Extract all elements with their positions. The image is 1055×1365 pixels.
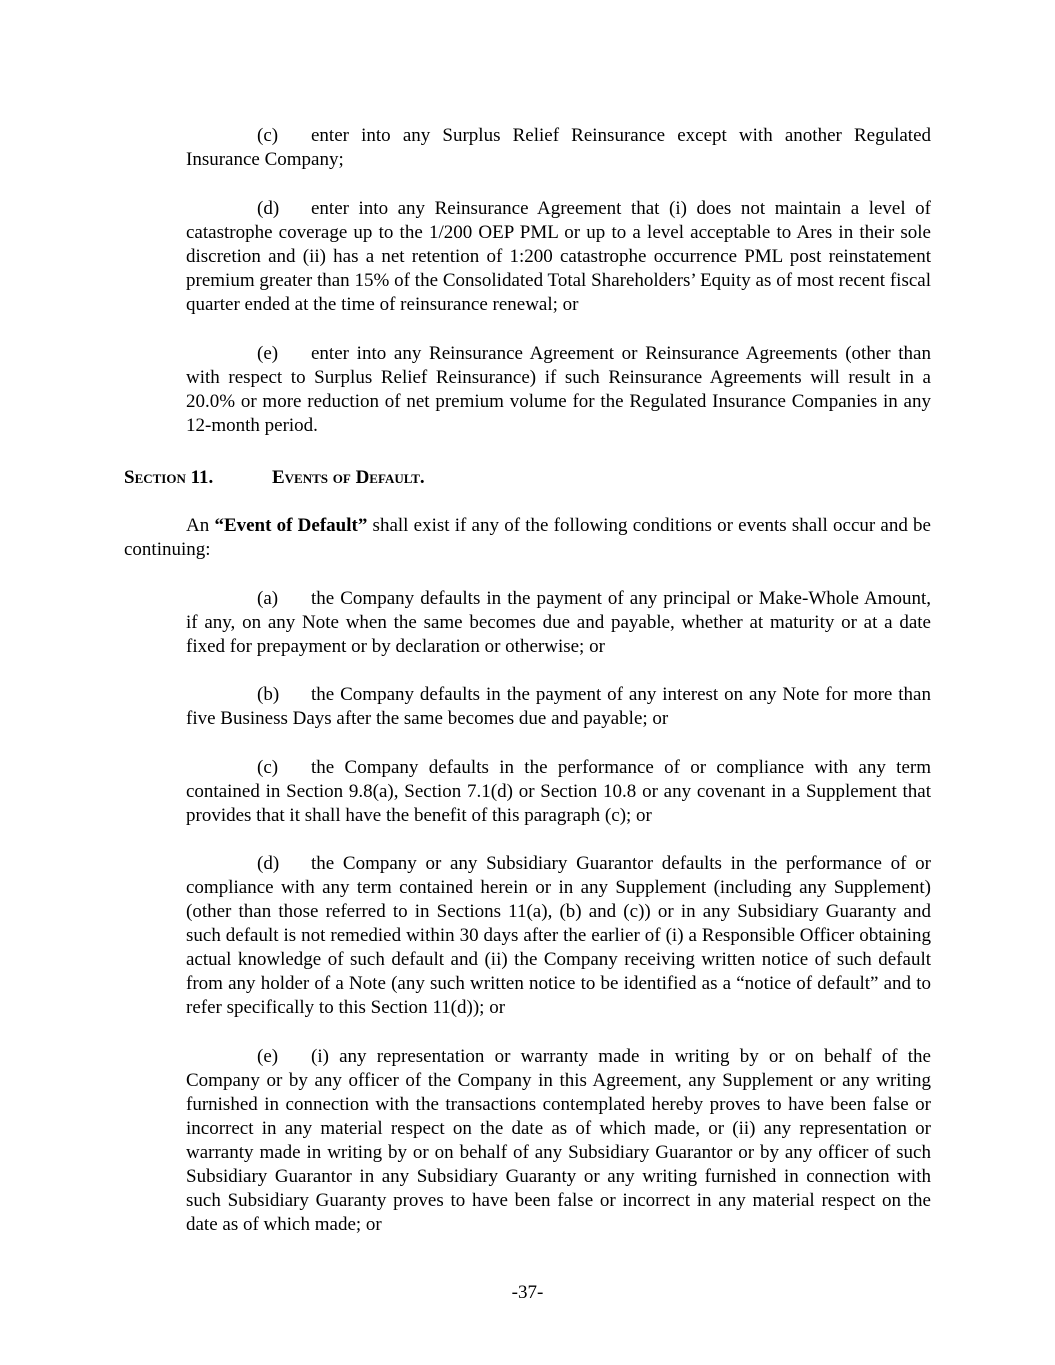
section-title: Events of Default <box>272 467 420 488</box>
intro-lead: An <box>186 515 215 536</box>
clause-label: (d) <box>257 853 280 874</box>
default-clause-c <box>186 756 931 828</box>
clause-text: enter into any Reinsurance Agreement or Reinsurance Agreements (other than with respect to Surplus Relief Reinsurance) if such Reinsurance Agreements will result in a 20.0% or more reduction of net premium volume for the Regulated Insurance Companies in any 12-month period. <box>186 343 931 436</box>
default-clause-b <box>186 683 931 731</box>
section-heading <box>124 466 425 490</box>
section-number: Section 11. <box>124 467 214 488</box>
event-of-default-intro <box>124 514 931 562</box>
clause-text: the Company defaults in the payment of any principal or Make-Whole Amount, if any, on any Note when the same becomes due and payable, whether at maturity or at a date fixed for prepayment or by declaration or otherwise; or <box>186 588 931 657</box>
clause-text: the Company or any Subsidiary Guarantor defaults in the performance of or compliance with any term contained herein or in any Supplement (including any Supplement) (other than those referred to in Sections 11(a), (b) and (c)) or in any Subsidiary Guaranty and such default is not remedied within 30 days after the earlier of (i) a Responsible Officer obtaining actual knowledge of such default and (ii) the Company receiving written notice of such default from any holder of a Note (any such written notice to be identified as a “notice of default” and to refer specifically to this Section 11(d)); or <box>186 853 931 1018</box>
page-number: -37- <box>511 1282 544 1303</box>
clause-text: the Company defaults in the payment of any interest on any Note for more than five Business Days after the same becomes due and payable; or <box>186 684 931 729</box>
section-title-period: . <box>419 467 425 488</box>
clause-c-surplus-relief <box>186 124 931 172</box>
clause-label: (b) <box>257 684 280 705</box>
clause-text: (i) any representation or warranty made in writing by or on behalf of the Company or by any officer of the Company in this Agreement, any Supplement or any writing furnished in connection with the transactions contemplated hereby proves to have been false or incorrect in any material respect on the date as of which made, or (ii) any representation or warranty made in writing by or on behalf of any Subsidiary Guarantor or by any officer of such Subsidiary Guarantor in any Subsidiary Guaranty or any writing furnished in connection with such Subsidiary Guaranty proves to have been false or incorrect in any material respect on the date as of which made; or <box>186 1046 931 1235</box>
clause-label: (c) <box>257 125 279 146</box>
clause-label: (d) <box>257 198 280 219</box>
default-clause-a <box>186 587 931 659</box>
defined-term: “Event of Default” <box>214 515 368 536</box>
clause-text: enter into any Surplus Relief Reinsurance except with another Regulated Insurance Company; <box>186 125 931 170</box>
intro-rest: shall exist if any of the following conditions or events shall occur and be continuing: <box>124 515 931 560</box>
clause-label: (e) <box>257 1046 279 1067</box>
clause-d-reinsurance-agreement <box>186 197 931 317</box>
clause-label: (a) <box>257 588 279 609</box>
clause-text: enter into any Reinsurance Agreement that (i) does not maintain a level of catastrophe coverage up to the 1/200 OEP PML or up to a level acceptable to Ares in their sole discretion and (ii) has a net retention of 1:200 catastrophe occurrence PML post reinstatement premium greater than 15% of the Consolidated Total Shareholders’ Equity as of most recent fiscal quarter ended at the time of reinsurance renewal; or <box>186 198 931 315</box>
clause-e-premium-reduction <box>186 342 931 438</box>
default-clause-d <box>186 852 931 1020</box>
clause-label: (c) <box>257 757 279 778</box>
default-clause-e <box>186 1045 931 1237</box>
clause-label: (e) <box>257 343 279 364</box>
clause-text: the Company defaults in the performance of or compliance with any term contained in Section 9.8(a), Section 7.1(d) or Section 10.8 or any covenant in a Supplement that provides that it shall have the benefit of this paragraph (c); or <box>186 757 931 826</box>
